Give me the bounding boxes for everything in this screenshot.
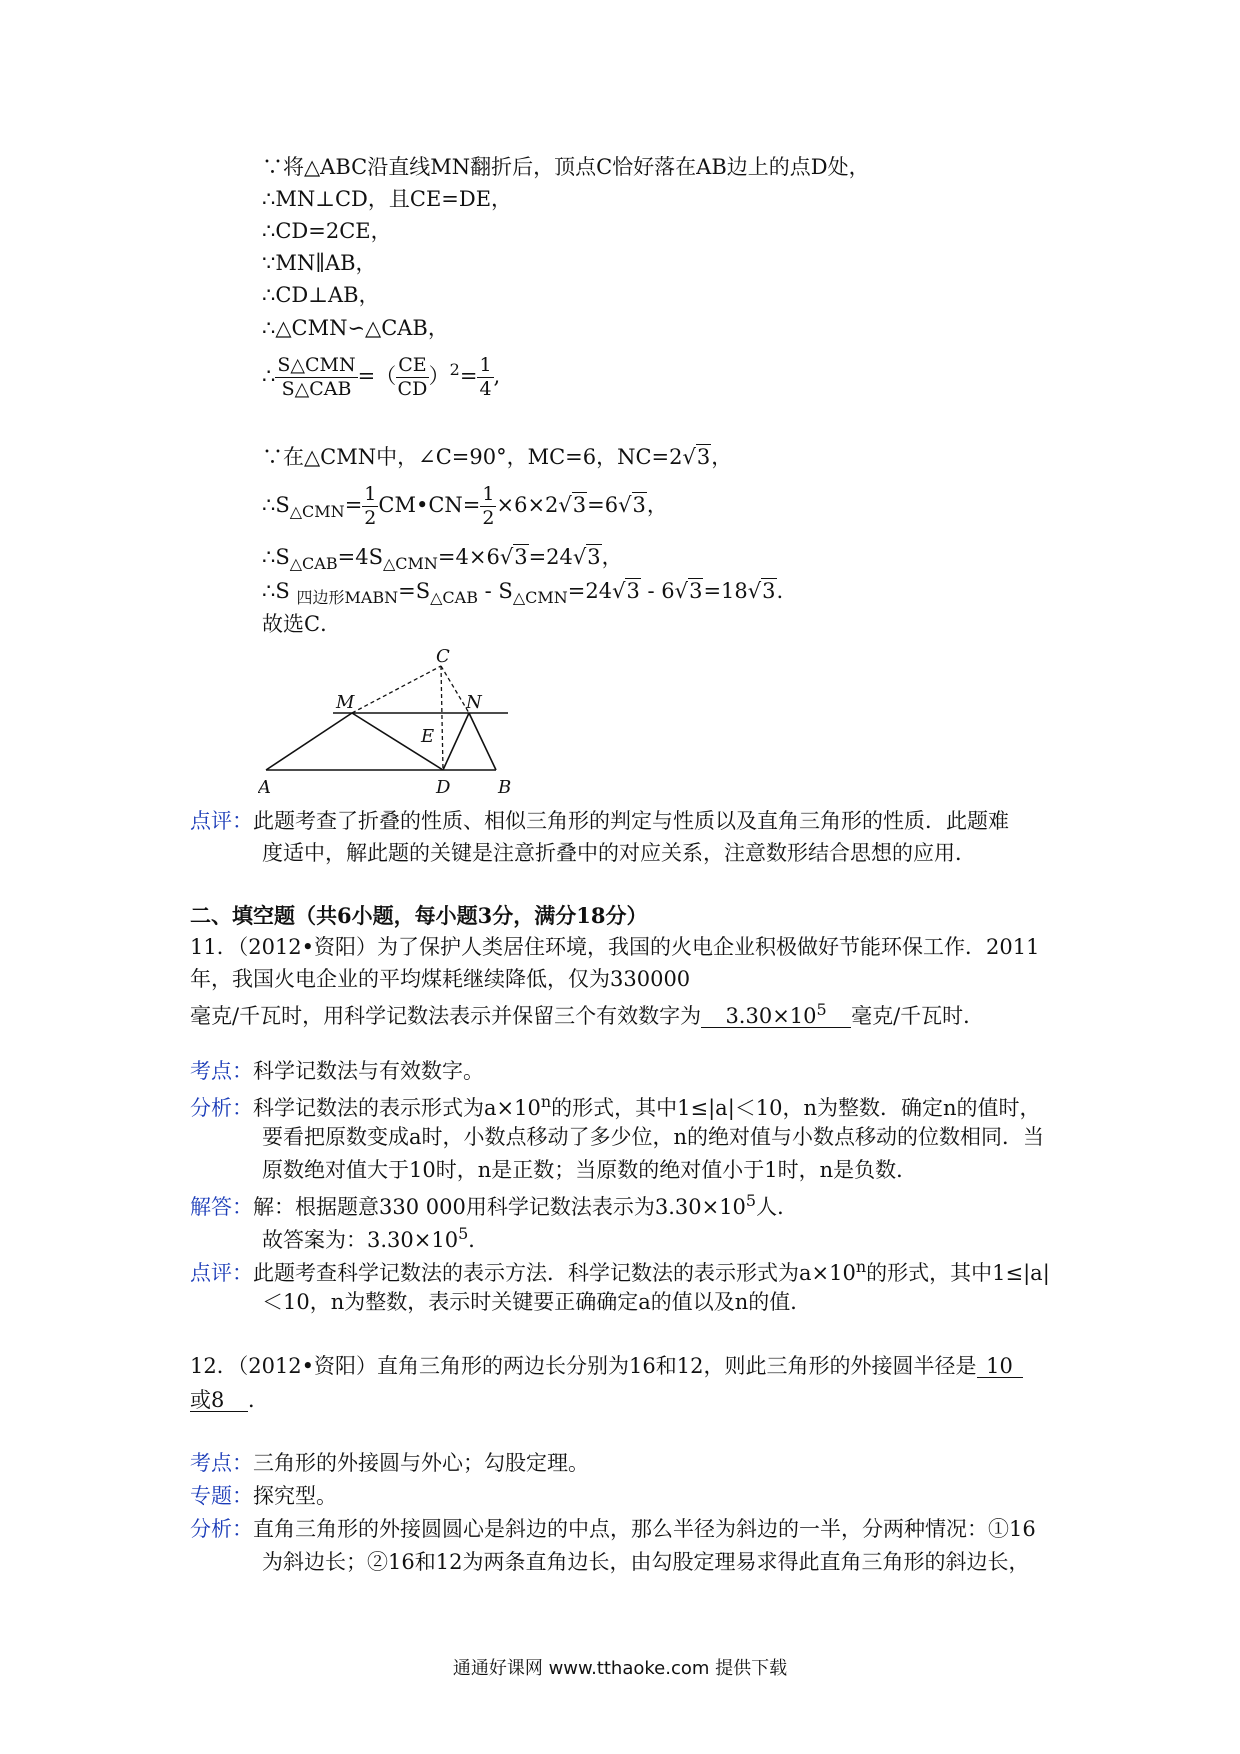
review-label: 点评： (190, 809, 253, 833)
q11-dianping: 点评：此题考查科学记数法的表示方法．科学记数法的表示形式为$a\times 10^n$的形式，其中1≤|a| (190, 1257, 1050, 1285)
label-c: C (436, 648, 450, 667)
solution-line-6: ∴△CMN∽△CAB， (262, 316, 449, 340)
q12-answer-1: 10 (977, 1356, 1023, 1378)
q12-fenxi: 分析：直角三角形的外接圆圆心是斜边的中点，那么半径为斜边的一半，分两种情况：①16 (190, 1517, 1036, 1541)
label-n: N (466, 692, 482, 713)
solution-line-3: ∴CD=2CE， (262, 219, 392, 243)
dashed-cd (441, 666, 443, 770)
q11-jieda-2: 故答案为：$3.30\times 10^5$． (262, 1224, 490, 1252)
solution-line-4: ∵MN∥AB， (262, 251, 377, 275)
page-footer: 通通好课网 www.tthaoke.com 提供下载 (452, 1658, 788, 1679)
q12-kaodian: 考点：三角形的外接圆与外心；勾股定理。 (190, 1451, 589, 1475)
dashed-cn (441, 666, 469, 713)
q11-line-3: 毫克/千瓦时，用科学记数法表示并保留三个有效数字为 $3.30\times 10^5$ 毫克/千瓦时． (190, 1000, 985, 1028)
label-m: M (336, 692, 355, 713)
q11-answer: $3.30\times 10^5$ (701, 1002, 851, 1028)
area-ratio-formula: ∴ $\frac{\text{S△CMN}}{\text{S△CAB}}$ =（ $\frac{CE}{CD}$ ）$^2$= $\frac{1}{4}$ , (262, 354, 501, 400)
review-line-2: 度适中，解此题的关键是注意折叠中的对应关系，注意数形结合思想的应用． (262, 841, 976, 865)
label-a: A (258, 777, 271, 798)
segment-dn (443, 713, 469, 770)
q11-dianping-2: ＜10，n为整数，表示时关键要正确确定a的值以及n的值． (262, 1290, 812, 1314)
q11-fenxi-2: 要看把原数变成a时，小数点移动了多少位，n的绝对值与小数点移动的位数相同．当 (262, 1125, 1045, 1149)
q12-line-2: 或8 ． (190, 1388, 269, 1412)
q12-answer-2: 或8 (190, 1390, 248, 1412)
area-cmn-formula: $\therefore S_{\triangle CMN}=$ $\frac{1}{2}$ CM•CN= $\frac{1}{2}$ ×6×2√3=6√3， (262, 483, 668, 529)
review-block-1: 点评：此题考查了折叠的性质、相似三角形的判定与性质以及直角三角形的性质．此题难 (190, 809, 1009, 833)
q12-line-1: 12．（2012•资阳）直角三角形的两边长分别为16和12，则此三角形的外接圆半径是 10 (190, 1356, 1023, 1378)
solution-conclusion: 故选C． (262, 612, 342, 636)
segment-am (266, 713, 352, 770)
solution-line-5: ∴CD⊥AB， (262, 283, 380, 307)
section-heading: 二、填空题（共6小题，每小题3分，满分18分） (190, 903, 648, 928)
area-cab-formula: $\therefore S_{\triangle CAB}=4S_{\triangle CMN}=4\times 6√3=24√3$， (262, 545, 623, 574)
solution-line-2: ∴MN⊥CD，且CE=DE， (262, 187, 513, 211)
q11-jieda: 解答：解：根据题意330 000用科学记数法表示为$3.30\times 10^5$人． (190, 1191, 799, 1219)
solution-line-1: ∵将△ABC沿直线MN翻折后，顶点C恰好落在AB边上的点D处， (262, 155, 870, 179)
q11-line-2: 年，我国火电企业的平均煤耗继续降低，仅为330000 (190, 967, 691, 991)
area-quad-formula: ∴S $_{四边形MABN}=S_{\triangle CAB} - S_{\triangle CMN}=24√3 - 6√3=18√3$. (262, 579, 784, 608)
segment-nb (469, 713, 496, 770)
dashed-mc (352, 666, 441, 713)
q11-line-1: 11．（2012•资阳）为了保护人类居住环境，我国的火电企业积极做好节能环保工作．2011 (190, 935, 1040, 959)
q11-fenxi-3: 原数绝对值大于10时，n是正数；当原数的绝对值小于1时，n是负数． (262, 1158, 918, 1182)
q12-fenxi-2: 为斜边长；②16和12为两条直角边长，由勾股定理易求得此直角三角形的斜边长， (262, 1550, 1030, 1574)
solution-line-8: ∵在△CMN中，∠C=90°，MC=6，NC=2√3， (262, 445, 733, 469)
q11-fenxi: 分析：科学记数法的表示形式为$a\times 10^n$的形式，其中1≤|a|＜10，n为整数．确定n的值时， (190, 1092, 1041, 1120)
label-b: B (498, 777, 512, 798)
label-d: D (436, 777, 451, 798)
q12-zhuanti: 专题：探究型。 (190, 1484, 337, 1508)
label-e: E (421, 726, 435, 747)
geometry-figure (258, 648, 528, 800)
q11-kaodian: 考点：科学记数法与有效数字。 (190, 1059, 484, 1083)
